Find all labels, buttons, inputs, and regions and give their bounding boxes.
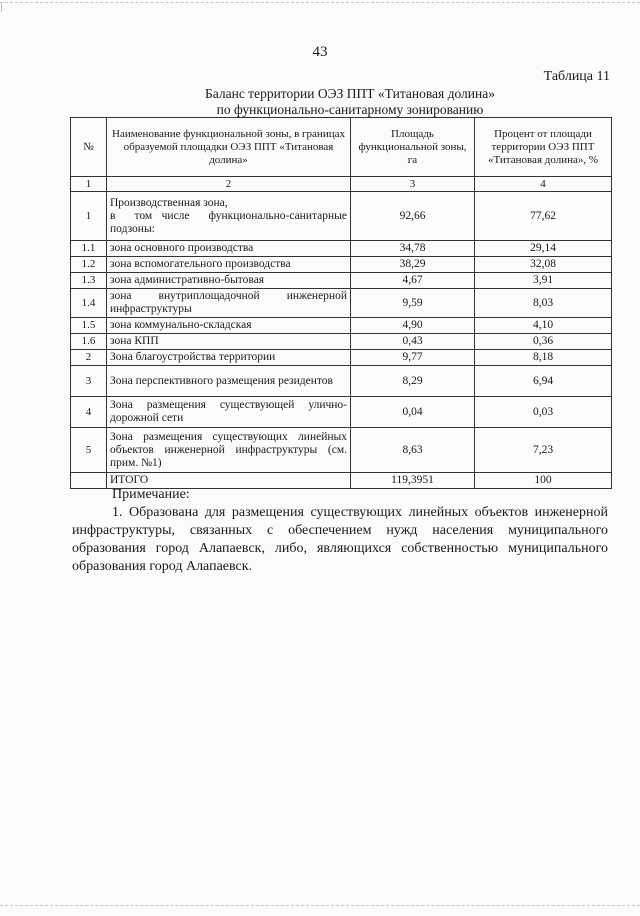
row-percent: 0,03	[475, 397, 612, 428]
row-percent: 7,23	[475, 428, 612, 473]
table-row	[71, 397, 612, 428]
header-row	[71, 118, 612, 177]
row-num: 1.5	[71, 318, 107, 334]
row-percent: 29,14	[475, 241, 612, 257]
page-number: 43	[312, 44, 328, 60]
row-area: 9,77	[351, 350, 475, 366]
row-zone-name: зона коммунально-складская	[107, 318, 351, 334]
table-title-line-1: Баланс территории ОЭЗ ППТ «Титановая долина»	[205, 86, 495, 101]
total-area: 119,3951	[351, 473, 475, 489]
row-area: 92,66	[351, 192, 475, 241]
row-area: 8,63	[351, 428, 475, 473]
table-row	[71, 334, 612, 350]
header-num: №	[71, 118, 107, 177]
note-text: 1. Образована для размещения существующих линейных объектов инженерной инфраструктуры, связанных с обеспечением нужд населения муниципального образования город Алапаевск, либо, являющихся собственностью муниципального образования город Алапаевск.	[72, 505, 608, 574]
row-zone-name: зона КПП	[107, 334, 351, 350]
row-percent: 0,36	[475, 334, 612, 350]
column-number: 2	[107, 177, 351, 192]
table-row	[71, 257, 612, 273]
row-percent: 6,94	[475, 366, 612, 397]
row-zone-name-line2: в том числе функционально-санитарные	[110, 209, 347, 222]
row-zone-name: Зона размещения существующих линейных объектов инженерной инфраструктуры (см. прим. №1)	[107, 428, 351, 473]
table-row	[71, 350, 612, 366]
table-row	[71, 192, 612, 241]
row-area: 34,78	[351, 241, 475, 257]
row-num: 2	[71, 350, 107, 366]
row-area: 0,04	[351, 397, 475, 428]
table-row	[71, 318, 612, 334]
column-number-row	[71, 177, 612, 192]
row-zone-name-line1: Производственная зона,	[110, 196, 228, 209]
row-zone-name: зона вспомогательного производства	[107, 257, 351, 273]
row-zone-name: зона внутриплощадочной инженерной инфраструктуры	[107, 289, 351, 318]
row-zone-name: Зона перспективного размещения резидентов	[107, 366, 351, 397]
table-label: Таблица 11	[543, 69, 610, 84]
row-num: 3	[71, 366, 107, 397]
row-percent: 4,10	[475, 318, 612, 334]
total-num-cell	[71, 473, 107, 489]
row-percent: 8,18	[475, 350, 612, 366]
table-row	[71, 241, 612, 257]
row-area: 4,67	[351, 273, 475, 289]
total-percent: 100	[475, 473, 612, 489]
row-num: 1.1	[71, 241, 107, 257]
table-title-line-2: по функционально-санитарному зонированию	[216, 102, 484, 117]
row-zone-name-line3: подзоны:	[110, 222, 155, 235]
header-percent: Процент от площади территории ОЭЗ ППТ «Титановая долина», %	[475, 118, 612, 177]
row-num: 1.3	[71, 273, 107, 289]
table-row	[71, 428, 612, 473]
row-area: 38,29	[351, 257, 475, 273]
row-num: 1.6	[71, 334, 107, 350]
note-title: Примечание:	[112, 487, 190, 502]
row-area: 4,90	[351, 318, 475, 334]
row-area: 8,29	[351, 366, 475, 397]
row-num: 1	[71, 192, 107, 241]
row-percent: 32,08	[475, 257, 612, 273]
table-row	[71, 273, 612, 289]
row-num: 4	[71, 397, 107, 428]
total-label: ИТОГО	[107, 473, 351, 489]
row-zone-name	[107, 192, 351, 241]
row-zone-name: зона административно-бытовая	[107, 273, 351, 289]
row-num: 5	[71, 428, 107, 473]
row-num: 1.2	[71, 257, 107, 273]
table-row	[71, 366, 612, 397]
bottom-scan-edge	[0, 905, 640, 907]
row-zone-name: Зона размещения существующей улично-дорожной сети	[107, 397, 351, 428]
left-scan-tick	[1, 2, 2, 12]
column-number: 3	[351, 177, 475, 192]
row-area: 9,59	[351, 289, 475, 318]
row-percent: 8,03	[475, 289, 612, 318]
row-area: 0,43	[351, 334, 475, 350]
row-zone-name: зона основного производства	[107, 241, 351, 257]
row-num: 1.4	[71, 289, 107, 318]
row-percent: 3,91	[475, 273, 612, 289]
table-row	[71, 289, 612, 318]
column-number: 4	[475, 177, 612, 192]
header-zone-name: Наименование функциональной зоны, в границах образуемой площадки ОЭЗ ППТ «Титановая долина»	[107, 118, 351, 177]
territory-balance-table	[70, 117, 612, 489]
header-area: Площадь функциональной зоны, га	[351, 118, 475, 177]
column-number: 1	[71, 177, 107, 192]
row-zone-name: Зона благоустройства территории	[107, 350, 351, 366]
top-scan-edge	[0, 2, 640, 4]
row-percent: 77,62	[475, 192, 612, 241]
